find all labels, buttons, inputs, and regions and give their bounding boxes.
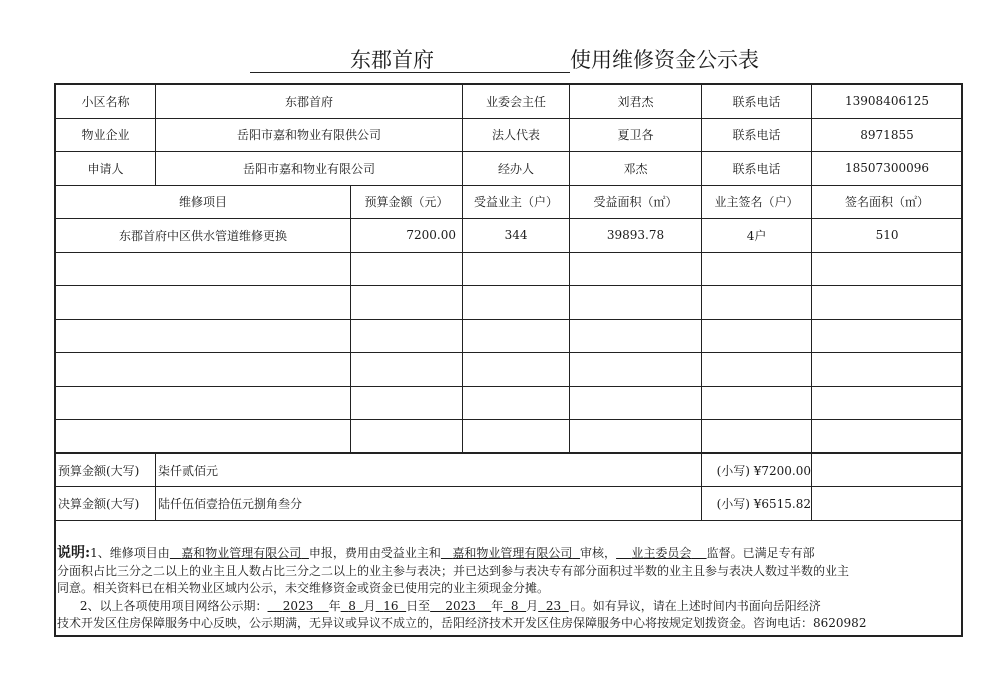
empty-row: [56, 353, 963, 387]
info-row: [56, 85, 963, 119]
label-cell: 业委会主任: [463, 85, 570, 119]
header-cell: 预算金额（元）: [351, 185, 463, 219]
header-cell: 受益业主（户）: [463, 185, 570, 219]
budget-words: 柒仟贰佰元: [156, 453, 702, 487]
label-cell: 联系电话: [702, 118, 812, 152]
notes-line: 技术开发区住房保障服务中心反映，公示期满，无异议或异议不成立的，岳阳经济技术开发区住房保障服务中心将按规定划拨资金。咨询电话：8620982: [57, 616, 867, 630]
label-cell: 物业企业: [56, 118, 156, 152]
empty-row: [56, 319, 963, 353]
label-cell: 联系电话: [702, 152, 812, 186]
value-cell: 13908406125: [812, 85, 963, 119]
empty-row: [56, 386, 963, 420]
final-label: 决算金额(大写): [56, 487, 156, 521]
empty-row: [56, 252, 963, 286]
final-amount-row: [56, 487, 963, 521]
label-cell: 联系电话: [702, 85, 812, 119]
end-day: 23: [545, 598, 562, 613]
value-cell: 邓杰: [570, 152, 702, 186]
project-cell: 东郡首府中区供水管道维修更换: [56, 219, 351, 253]
info-row: [56, 118, 963, 152]
title-suffix: 使用维修资金公示表: [570, 48, 759, 72]
header-cell: 业主签名（户）: [702, 185, 812, 219]
title-community-name: 东郡首府: [350, 48, 434, 72]
signed-households-cell: 4户: [702, 219, 812, 253]
info-row: [56, 152, 963, 186]
notes-lead: 说明:: [57, 545, 91, 561]
end-month: 8: [510, 598, 519, 613]
signed-area-cell: 510: [812, 219, 963, 253]
empty-row: [56, 420, 963, 454]
applicant-org: 嘉和物业管理有限公司: [181, 546, 302, 560]
header-cell: 维修项目: [56, 185, 351, 219]
notes-line: 同意。相关资料已在相关物业区域内公示，未交维修资金或资金已使用完的业主须现金分摊。: [57, 581, 550, 595]
notes-line: 分面积占比三分之二以上的业主且人数占比三分之二以上的业主参与表决；并已达到参与表决专有部分面积过半数的业主且参与表决人数过半数的业主: [57, 563, 850, 578]
header-cell: 受益面积（㎡）: [570, 185, 702, 219]
fund-usage-table: [55, 84, 963, 521]
label-cell: 小区名称: [56, 85, 156, 119]
table-header-row: [56, 185, 963, 219]
value-cell: 东郡首府: [156, 85, 463, 119]
supervisor-org: 业主委员会: [631, 546, 692, 560]
start-year: 2023: [282, 598, 314, 613]
end-year: 2023: [445, 598, 476, 613]
empty-row: [56, 286, 963, 320]
final-small: (小写) ¥6515.82: [702, 487, 812, 521]
budget-label: 预算金额(大写): [56, 453, 156, 487]
value-cell: 18507300096: [812, 152, 963, 186]
area-cell: 39893.78: [570, 219, 702, 253]
notes-line: 说明:1、维修项目由 嘉和物业管理有限公司 申报，费用由受益业主和 嘉和物业管理有限公司 审核， 业主委员会 监督。已满足专有部: [57, 545, 815, 561]
value-cell: 岳阳市嘉和物业有限公司: [156, 152, 463, 186]
value-cell: 8971855: [812, 118, 963, 152]
final-words: 陆仟伍佰壹拾伍元捌角叁分: [156, 487, 702, 521]
auditor-org: 嘉和物业管理有限公司: [452, 546, 573, 560]
header-cell: 签名面积（㎡）: [812, 185, 963, 219]
table-row: [56, 219, 963, 253]
label-cell: 法人代表: [463, 118, 570, 152]
households-cell: 344: [463, 219, 570, 253]
start-month: 8: [348, 598, 356, 613]
label-cell: 申请人: [56, 152, 156, 186]
budget-small: (小写) ¥7200.00: [702, 453, 812, 487]
notes-section: [57, 545, 960, 633]
start-day: 16: [383, 598, 399, 613]
notes-line: 2、以上各项使用项目网络公示期： 2023 年 8 月 16 日至 2023 年 8 月 23 日。如有异议，请在上述时间内书面向岳阳经济: [79, 598, 821, 613]
budget-amount-row: [56, 453, 963, 487]
budget-cell: 7200.00: [351, 219, 463, 253]
form-title: [0, 44, 1000, 74]
value-cell: 夏卫各: [570, 118, 702, 152]
value-cell: 刘君杰: [570, 85, 702, 119]
label-cell: 经办人: [463, 152, 570, 186]
value-cell: 岳阳市嘉和物业有限供公司: [156, 118, 463, 152]
